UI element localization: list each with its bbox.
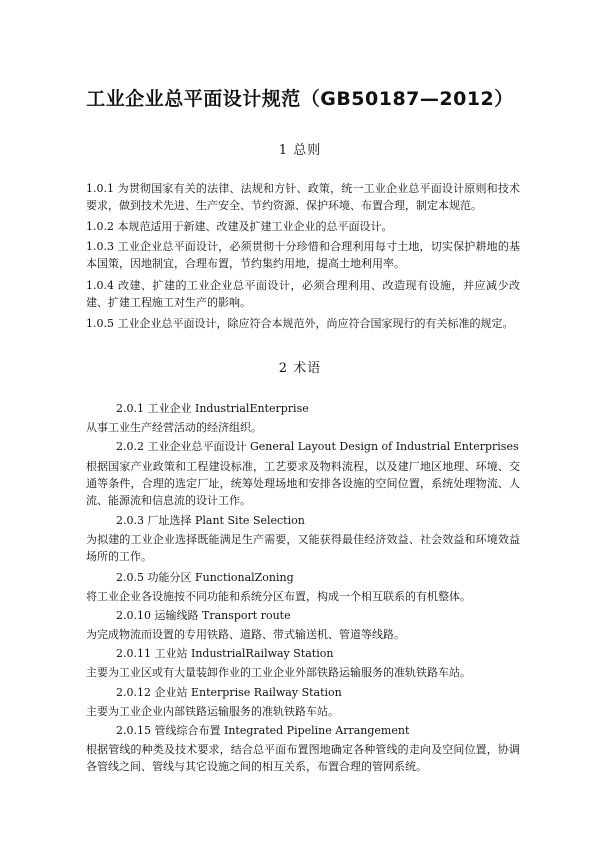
definition-2-0-15: 根据管线的种类及技术要求，结合总平面布置图地确定各种管线的走向及空间位置，协调各管线之间、管线与其它设施之间的相互关系，布置合理的管网系统。 [86, 743, 520, 773]
term-2-0-2: 2.0.2 工业企业总平面设计 General Layout Design of Industrial Enterprises [116, 440, 519, 453]
clause-1-0-5: 1.0.5 工业企业总平面设计，除应符合本规范外，尚应符合国家现行的有关标准的规定。 [86, 317, 514, 330]
clause-1-0-3: 1.0.3 工业企业总平面设计，必须贯彻十分珍惜和合理利用每寸土地，切实保护耕地的基本国策，因地制宜，合理布置，节约集约用地，提高土地利用率。 [86, 240, 520, 270]
definition-2-0-11: 主要为工业区或有大量装卸作业的工业企业外部铁路运输服务的准轨铁路车站。 [86, 666, 471, 679]
term-2-0-10: 2.0.10 运输线路 Transport route [116, 609, 291, 622]
document-title: 工业企业总平面设计规范（GB50187—2012） [86, 88, 514, 110]
term-2-0-5: 2.0.5 功能分区 FunctionalZoning [116, 571, 294, 584]
term-2-0-12: 2.0.12 企业站 Enterprise Railway Station [116, 686, 342, 699]
section-heading-terms: 2 术语 [278, 361, 322, 376]
definition-2-0-5: 将工业企业各设施按不同功能和系统分区布置，构成一个相互联系的有机整体。 [86, 590, 471, 603]
term-2-0-3: 2.0.3 厂址选择 Plant Site Selection [116, 514, 305, 527]
clause-1-0-1: 1.0.1 为贯彻国家有关的法律、法规和方针、政策，统一工业企业总平面设计原则和技术要求，做到技术先进、生产安全、节约资源、保护环境、布置合理，制定本规范。 [86, 182, 520, 212]
clause-1-0-2: 1.0.2 本规范适用于新建、改建及扩建工业企业的总平面设计。 [86, 220, 393, 233]
term-2-0-15: 2.0.15 管线综合布置 Integrated Pipeline Arrangement [116, 724, 410, 737]
term-2-0-11: 2.0.11 工业站 IndustrialRailway Station [116, 647, 334, 660]
term-2-0-1: 2.0.1 工业企业 IndustrialEnterprise [116, 402, 309, 415]
definition-2-0-10: 为完成物流而设置的专用铁路、道路、带式输送机、管道等线路。 [86, 628, 405, 641]
definition-2-0-1: 从事工业生产经营活动的经济组织。 [86, 421, 262, 434]
definition-2-0-12: 主要为工业企业内部铁路运输服务的准轨铁路车站。 [86, 705, 339, 718]
clause-1-0-4: 1.0.4 改建、扩建的工业企业总平面设计，必须合理利用、改造现有设施，并应减少改建、扩建工程施工对生产的影响。 [86, 279, 520, 309]
definition-2-0-2: 根据国家产业政策和工程建设标准，工艺要求及物料流程，以及建厂地区地理、环境、交通等条件，合理的选定厂址，统筹处理场地和安排各设施的空间位置，系统处理物流、人流、能源流和信息流的设计工作。 [86, 460, 520, 507]
section-heading-general: 1 总则 [278, 143, 322, 158]
definition-2-0-3: 为拟建的工业企业选择既能满足生产需要，又能获得最佳经济效益、社会效益和环境效益场所的工作。 [86, 533, 520, 563]
